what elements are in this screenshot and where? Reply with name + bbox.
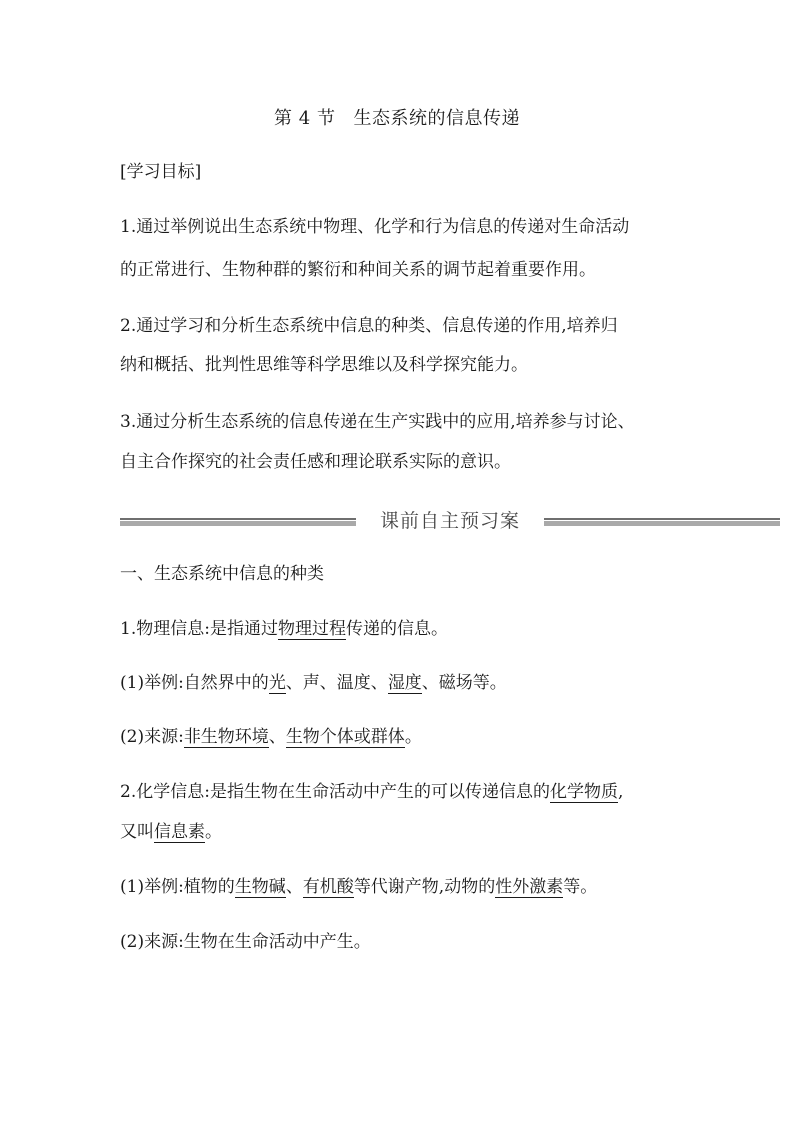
objective-1-line-1: 1.通过举例说出生态系统中物理、化学和行为信息的传递对生命活动	[120, 217, 630, 237]
answer-blank: 物理过程	[277, 619, 346, 639]
section-name: 生态系统的信息传递	[353, 108, 520, 129]
banner-left-rule	[120, 518, 356, 526]
objective-2-line-2: 纳和概括、批判性思维等科学思维以及科学探究能力。	[120, 355, 528, 375]
answer-blank: 信息素	[154, 822, 205, 842]
physical-info-source: (2)来源:非生物环境、生物个体或群体。	[120, 727, 422, 747]
section-number: 第 4 节	[274, 108, 336, 129]
answer-blank: 性外激素	[495, 877, 564, 897]
answer-blank: 光	[268, 673, 286, 693]
physical-info-definition: 1.物理信息:是指通过物理过程传递的信息。	[120, 619, 448, 639]
objectives-heading: [学习目标]	[120, 162, 202, 182]
objective-1-line-2: 的正常进行、生物种群的繁衍和种间关系的调节起着重要作用。	[120, 260, 596, 280]
banner-right-rule	[544, 518, 780, 526]
page-title	[0, 104, 794, 130]
answer-blank: 生物碱	[234, 877, 286, 897]
chemical-info-definition-line-2: 又叫信息素。	[120, 822, 222, 842]
answer-blank: 化学物质	[549, 782, 618, 802]
info-types-heading: 一、生态系统中信息的种类	[120, 564, 324, 584]
answer-blank: 非生物环境	[183, 727, 269, 747]
chemical-info-source: (2)来源:生物在生命活动中产生。	[120, 932, 371, 952]
physical-info-example: (1)举例:自然界中的光、声、温度、湿度、磁场等。	[120, 673, 507, 693]
answer-blank: 生物个体或群体	[285, 727, 405, 747]
answer-blank: 湿度	[387, 673, 422, 693]
objective-3-line-2: 自主合作探究的社会责任感和理论联系实际的意识。	[120, 452, 511, 472]
chemical-info-example: (1)举例:植物的生物碱、有机酸等代谢产物,动物的性外激素等。	[120, 877, 598, 897]
objective-2-line-1: 2.通过学习和分析生态系统中信息的种类、信息传递的作用,培养归	[120, 316, 618, 336]
chemical-info-definition-line-1: 2.化学信息:是指生物在生命活动中产生的可以传递信息的化学物质,	[120, 782, 624, 802]
banner-label: 课前自主预习案	[379, 510, 520, 532]
answer-blank: 有机酸	[302, 877, 354, 897]
section-banner	[120, 506, 780, 536]
objective-3-line-1: 3.通过分析生态系统的信息传递在生产实践中的应用,培养参与讨论、	[120, 412, 635, 432]
